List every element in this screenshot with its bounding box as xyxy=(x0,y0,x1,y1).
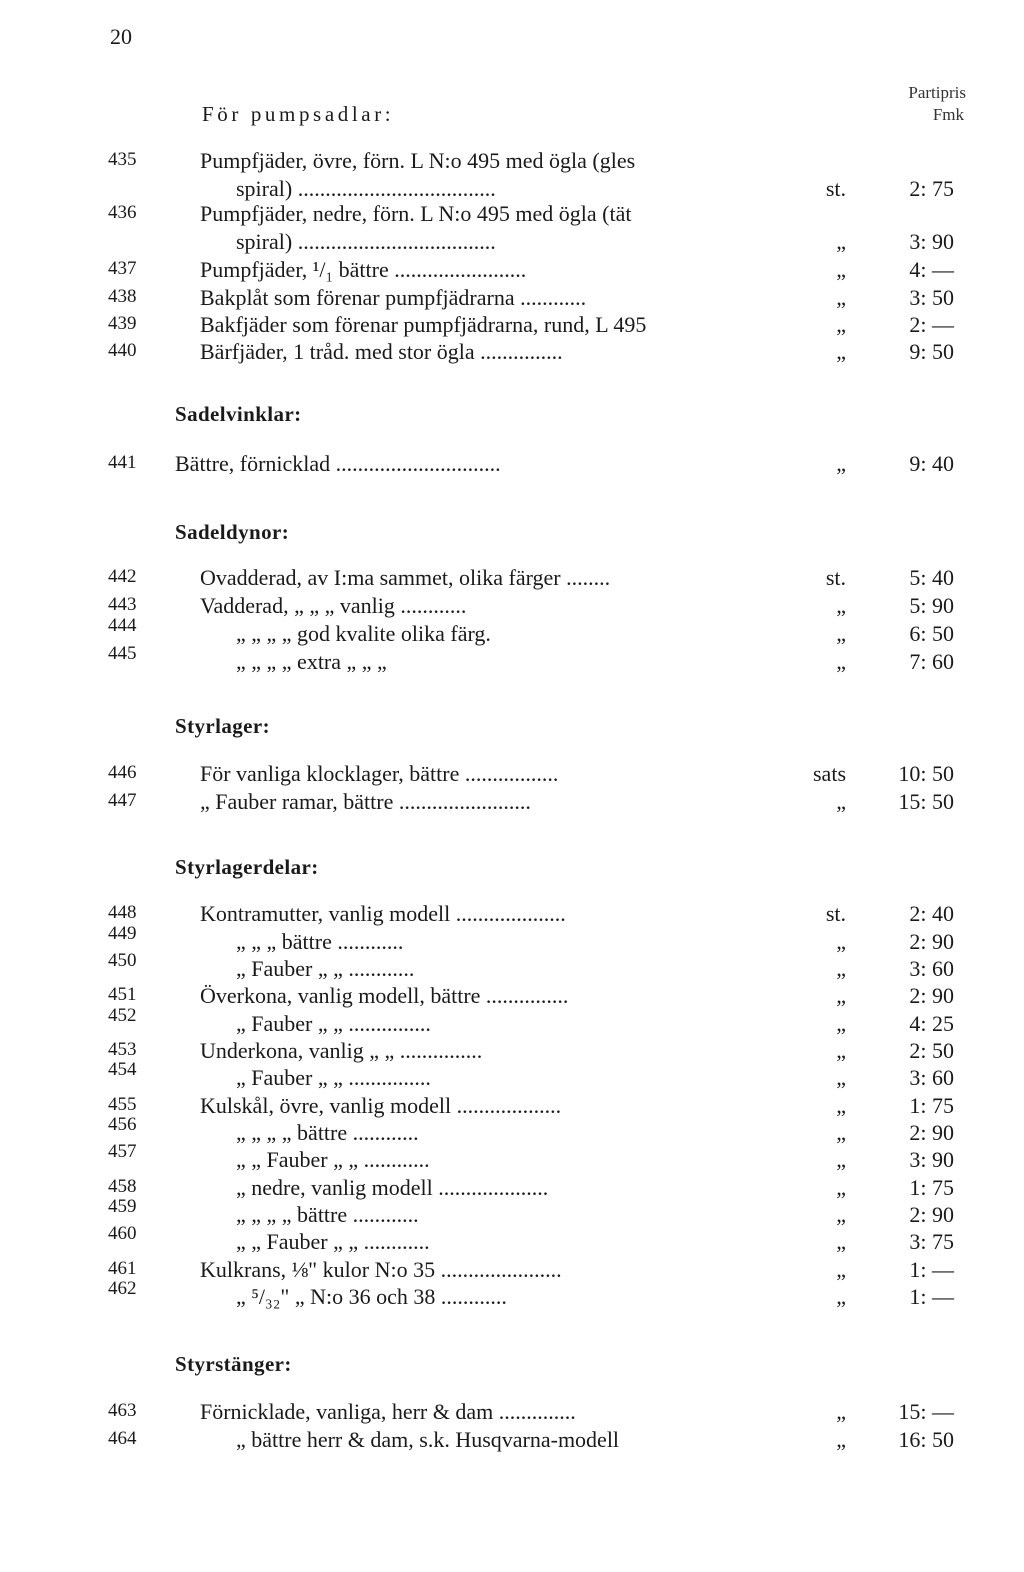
price-row xyxy=(0,1114,1024,1147)
item-unit: „ xyxy=(836,1065,846,1090)
price-row xyxy=(0,982,1024,1010)
item-price: 3: 60 xyxy=(909,1065,954,1090)
item-description: „ Fauber „ „ ............... xyxy=(236,1065,431,1090)
item-unit: „ xyxy=(836,593,846,618)
item-unit: „ xyxy=(836,1284,846,1309)
item-description: Bakfjäder som förenar pumpfjädrarna, rund, L 495 xyxy=(200,312,647,337)
item-number: 455 xyxy=(108,1094,137,1115)
item-number: 439 xyxy=(108,313,137,334)
section-heading-pumpsadlar: För pumpsadlar: xyxy=(202,102,395,126)
item-unit: „ xyxy=(836,621,846,646)
price-row xyxy=(0,1278,1024,1311)
item-description: „ „ „ „ bättre ............ xyxy=(236,1202,419,1227)
price-row xyxy=(0,147,1024,175)
item-unit: „ xyxy=(836,956,846,981)
item-price: 3: 90 xyxy=(909,229,954,254)
item-description: Ovadderad, av I:ma sammet, olika färger ........ xyxy=(200,565,611,590)
price-row xyxy=(0,1223,1024,1256)
section-heading-styrlagerdelar: Styrlagerdelar: xyxy=(175,855,319,879)
section-heading-styrstanger: Styrstänger: xyxy=(175,1352,292,1376)
item-price: 3: 60 xyxy=(909,956,954,981)
item-number: 456 xyxy=(108,1114,137,1135)
section-heading-sadelvinklar: Sadelvinklar: xyxy=(175,402,302,426)
price-row xyxy=(0,1005,1024,1038)
price-row xyxy=(0,615,1024,648)
item-description: „ „ „ „ extra „ „ „ xyxy=(236,649,387,674)
item-description: Kulskål, övre, vanlig modell ................... xyxy=(200,1093,562,1118)
item-description: „ bättre herr & dam, s.k. Husqvarna-modell xyxy=(236,1427,620,1452)
price-row xyxy=(0,1037,1024,1065)
item-unit: „ xyxy=(836,1202,846,1227)
price-row xyxy=(0,788,1024,816)
item-price: 3: 90 xyxy=(909,1147,954,1172)
item-price: 1: 75 xyxy=(909,1093,954,1118)
item-price: 1: — xyxy=(909,1257,954,1282)
price-row xyxy=(0,311,1024,339)
item-unit: „ xyxy=(836,649,846,674)
item-description: Överkona, vanlig modell, bättre ............... xyxy=(200,983,569,1008)
section-heading-sadeldynor: Sadeldynor: xyxy=(175,520,290,544)
item-unit: st. xyxy=(825,176,846,201)
item-price: 1: — xyxy=(909,1284,954,1309)
item-price: 9: 50 xyxy=(909,339,954,364)
item-unit: „ xyxy=(836,1038,846,1063)
item-price: 2: 40 xyxy=(909,901,954,926)
item-price: 2: — xyxy=(909,312,954,337)
item-description: „ Fauber „ „ ............... xyxy=(236,1011,431,1036)
item-description: Pumpfjäder, nedre, förn. L N:o 495 med ögla (tät xyxy=(200,201,632,226)
item-unit: „ xyxy=(836,1175,846,1200)
item-number: 452 xyxy=(108,1005,137,1026)
price-row xyxy=(0,200,1024,228)
price-row xyxy=(0,643,1024,676)
item-price: 2: 90 xyxy=(909,983,954,1008)
item-number: 451 xyxy=(108,984,137,1005)
item-price: 2: 90 xyxy=(909,1120,954,1145)
item-unit: „ xyxy=(836,1147,846,1172)
price-row xyxy=(0,1398,1024,1426)
price-row xyxy=(0,256,1024,284)
item-number: 440 xyxy=(108,340,137,361)
item-description: „ „ „ „ god kvalite olika färg. xyxy=(236,621,491,646)
item-description: „ Fauber „ „ ............ xyxy=(236,956,415,981)
item-number: 441 xyxy=(108,452,137,473)
item-description: „ Fauber ramar, bättre ........................ xyxy=(200,789,531,814)
price-row xyxy=(0,592,1024,620)
item-description: Pumpfjäder, ¹/₁ bättre ........................ xyxy=(200,257,527,282)
item-description: spiral) .................................... xyxy=(236,176,496,201)
item-price: 9: 40 xyxy=(909,451,954,476)
item-number: 450 xyxy=(108,950,137,971)
item-price: 2: 75 xyxy=(909,176,954,201)
item-description: „ nedre, vanlig modell .................... xyxy=(236,1175,549,1200)
item-description: „ „ Fauber „ „ ............ xyxy=(236,1229,430,1254)
item-number: 436 xyxy=(108,202,137,223)
item-description: Kulkrans, ⅛" kulor N:o 35 ...................... xyxy=(200,1257,562,1282)
item-number: 464 xyxy=(108,1428,137,1449)
item-number: 437 xyxy=(108,258,137,279)
item-number: 460 xyxy=(108,1223,137,1244)
item-price: 2: 50 xyxy=(909,1038,954,1063)
item-number: 463 xyxy=(108,1400,137,1421)
section-heading-styrlager: Styrlager: xyxy=(175,714,270,738)
price-row xyxy=(0,338,1024,366)
item-price: 1: 75 xyxy=(909,1175,954,1200)
price-row xyxy=(0,175,1024,203)
item-description: „ „ „ bättre ............ xyxy=(236,929,404,954)
item-price: 7: 60 xyxy=(909,649,954,674)
item-number: 446 xyxy=(108,762,137,783)
item-number: 447 xyxy=(108,790,137,811)
item-unit: „ xyxy=(836,1011,846,1036)
page-number: 20 xyxy=(110,24,132,49)
column-header-currency: Fmk xyxy=(932,105,964,124)
item-price: 15: 50 xyxy=(898,789,954,814)
price-row xyxy=(0,1141,1024,1174)
item-unit: „ xyxy=(836,929,846,954)
item-description: Bättre, förnicklad .............................. xyxy=(175,451,501,476)
item-number: 435 xyxy=(108,149,137,170)
item-description: „ „ Fauber „ „ ............ xyxy=(236,1147,430,1172)
item-number: 457 xyxy=(108,1141,137,1162)
item-number: 449 xyxy=(108,923,137,944)
item-unit: „ xyxy=(836,983,846,1008)
item-number: 454 xyxy=(108,1059,137,1080)
price-row xyxy=(0,923,1024,956)
item-price: 4: 25 xyxy=(909,1011,954,1036)
price-row xyxy=(0,1092,1024,1120)
price-row xyxy=(0,228,1024,256)
item-description: Pumpfjäder, övre, förn. L N:o 495 med ögla (gles xyxy=(200,148,636,173)
item-unit: sats xyxy=(813,761,846,786)
item-description: Vadderad, „ „ „ vanlig ............ xyxy=(200,593,467,618)
item-price: 2: 90 xyxy=(909,1202,954,1227)
item-price: 6: 50 xyxy=(909,621,954,646)
item-price: 5: 90 xyxy=(909,593,954,618)
column-header-partipris: Partipris xyxy=(908,83,966,102)
item-number: 461 xyxy=(108,1258,137,1279)
item-number: 448 xyxy=(108,902,137,923)
item-unit: „ xyxy=(836,257,846,282)
item-price: 15: — xyxy=(898,1399,954,1424)
item-unit: „ xyxy=(836,1229,846,1254)
item-unit: „ xyxy=(836,285,846,310)
item-unit: „ xyxy=(836,1120,846,1145)
item-price: 5: 40 xyxy=(909,565,954,590)
item-unit: st. xyxy=(825,565,846,590)
item-number: 443 xyxy=(108,594,137,615)
item-unit: „ xyxy=(836,339,846,364)
item-number: 438 xyxy=(108,286,137,307)
item-price: 10: 50 xyxy=(898,761,954,786)
item-price: 16: 50 xyxy=(898,1427,954,1452)
item-unit: „ xyxy=(836,1257,846,1282)
item-unit: st. xyxy=(825,901,846,926)
price-row xyxy=(0,1256,1024,1284)
price-row xyxy=(0,1196,1024,1229)
price-row xyxy=(0,760,1024,788)
price-row xyxy=(0,564,1024,592)
item-number: 462 xyxy=(108,1278,137,1299)
item-description: Bärfjäder, 1 tråd. med stor ögla ............... xyxy=(200,339,563,364)
item-price: 3: 75 xyxy=(909,1229,954,1254)
price-row xyxy=(0,284,1024,312)
item-description: Underkona, vanlig „ „ ............... xyxy=(200,1038,483,1063)
item-description: „ ⁵/₃₂" „ N:o 36 och 38 ............ xyxy=(236,1284,507,1309)
price-row xyxy=(0,950,1024,983)
item-unit: „ xyxy=(836,1427,846,1452)
item-unit: „ xyxy=(836,1093,846,1118)
item-description: Förnicklade, vanliga, herr & dam .............. xyxy=(200,1399,576,1424)
item-description: Kontramutter, vanlig modell .................... xyxy=(200,901,566,926)
item-number: 453 xyxy=(108,1039,137,1060)
item-description: „ „ „ „ bättre ............ xyxy=(236,1120,419,1145)
item-description: spiral) .................................... xyxy=(236,229,496,254)
item-number: 458 xyxy=(108,1176,137,1197)
item-unit: „ xyxy=(836,789,846,814)
item-description: Bakplåt som förenar pumpfjädrarna ............ xyxy=(200,285,587,310)
item-price: 3: 50 xyxy=(909,285,954,310)
item-unit: „ xyxy=(836,229,846,254)
item-number: 445 xyxy=(108,643,137,664)
item-unit: „ xyxy=(836,312,846,337)
item-price: 2: 90 xyxy=(909,929,954,954)
price-row xyxy=(0,1174,1024,1202)
price-row xyxy=(0,1426,1024,1454)
price-row xyxy=(0,450,1024,478)
item-unit: „ xyxy=(836,451,846,476)
item-description: För vanliga klocklager, bättre ................. xyxy=(200,761,559,786)
price-row xyxy=(0,900,1024,928)
item-number: 459 xyxy=(108,1196,137,1217)
price-row xyxy=(0,1059,1024,1092)
item-price: 4: — xyxy=(909,257,954,282)
item-number: 442 xyxy=(108,566,137,587)
item-unit: „ xyxy=(836,1399,846,1424)
item-number: 444 xyxy=(108,615,137,636)
